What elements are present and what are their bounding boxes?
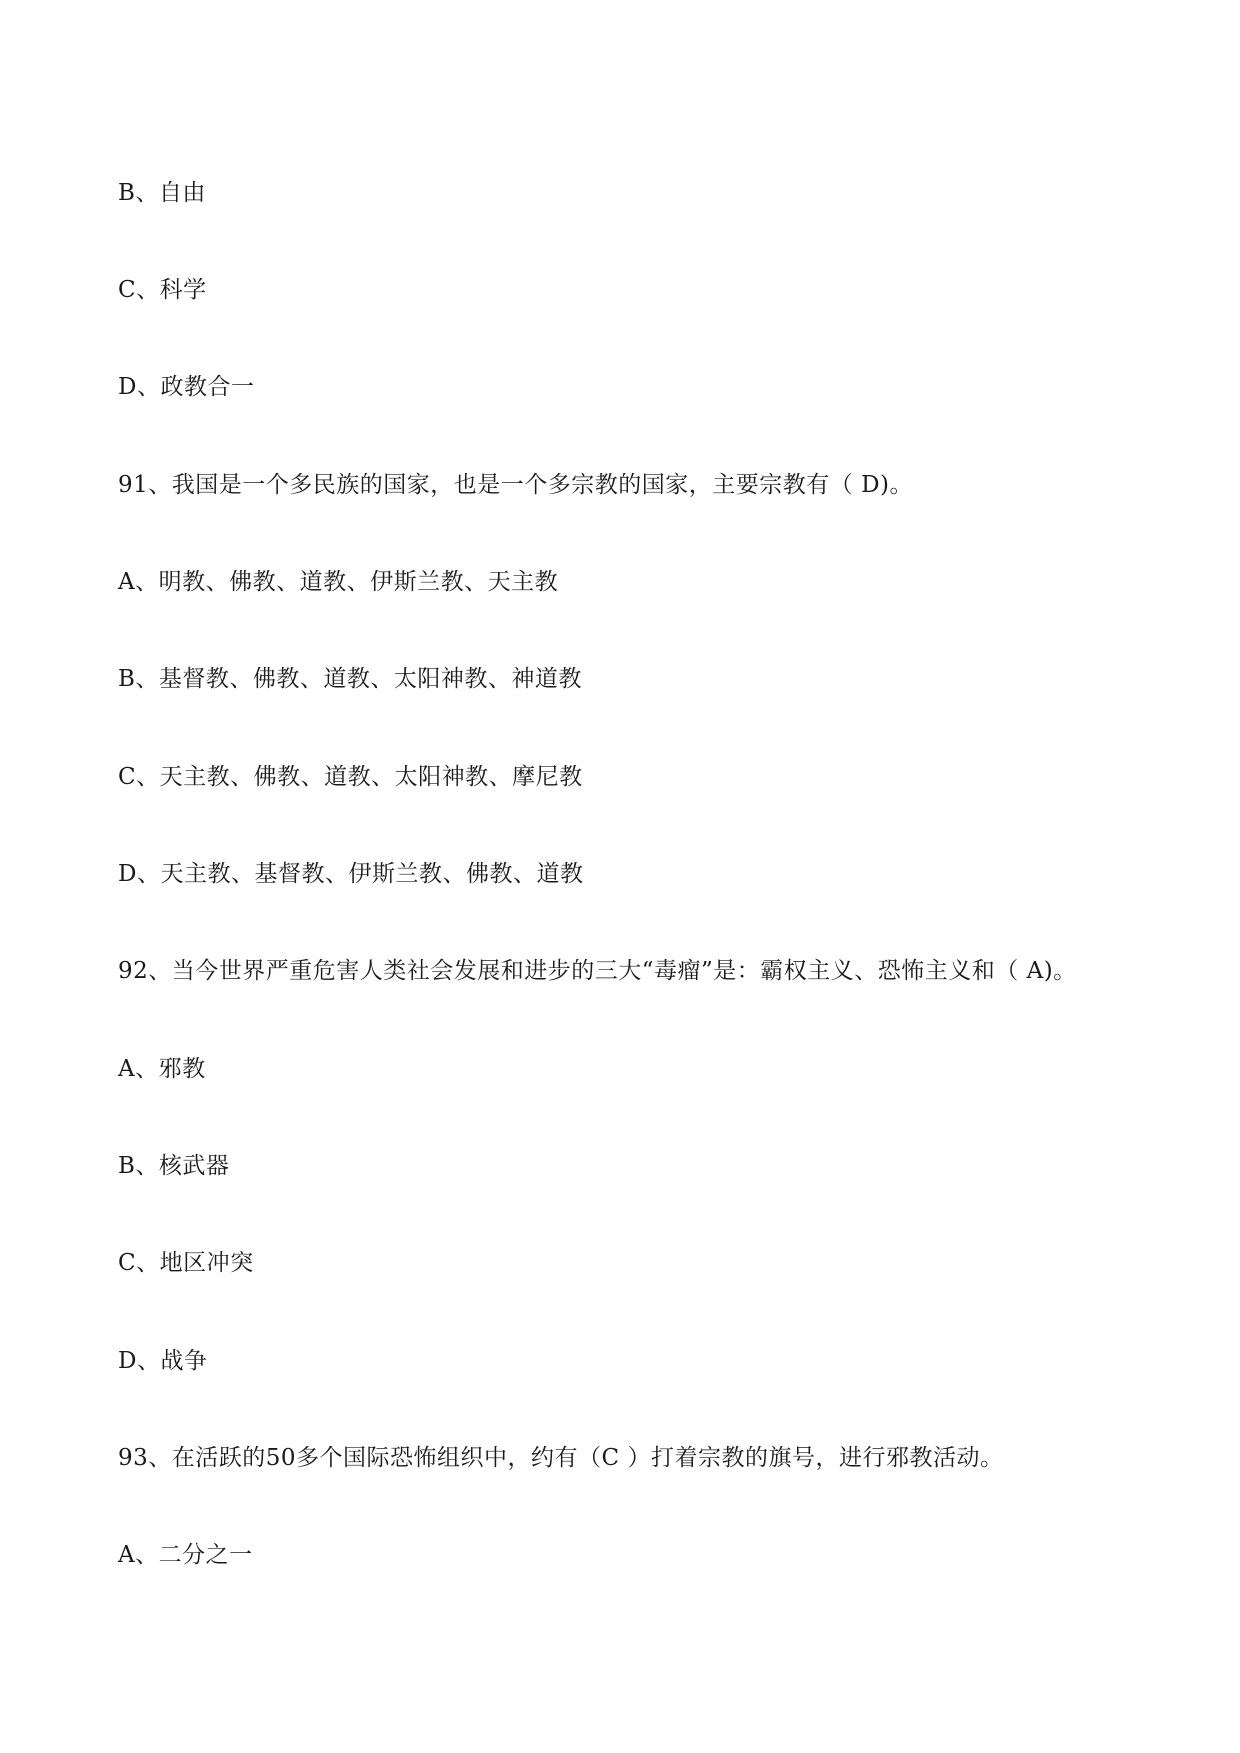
option-d-q90: D、政教合一 [118, 374, 255, 400]
option-c-q90: C、科学 [118, 277, 207, 303]
option-c-q91: C、天主教、佛教、道教、太阳神教、摩尼教 [118, 764, 583, 790]
option-a-q93: A、二分之一 [118, 1542, 253, 1568]
option-b-q92: B、核武器 [118, 1153, 230, 1179]
question-92: 92、当今世界严重危害人类社会发展和进步的三大“毒瘤”是：霸权主义、恐怖主义和（ A)。 [118, 958, 1077, 984]
option-c-q92: C、地区冲突 [118, 1250, 254, 1276]
option-d-q92: D、战争 [118, 1348, 208, 1374]
option-a-q92: A、邪教 [118, 1056, 206, 1082]
option-d-q91: D、天主教、基督教、伊斯兰教、佛教、道教 [118, 861, 584, 887]
question-91: 91、我国是一个多民族的国家，也是一个多宗教的国家，主要宗教有（ D)。 [118, 472, 913, 498]
option-b-q91: B、基督教、佛教、道教、太阳神教、神道教 [118, 666, 582, 692]
question-93: 93、在活跃的50多个国际恐怖组织中，约有（C ）打着宗教的旗号，进行邪教活动。 [118, 1445, 1004, 1471]
option-b-q90: B、自由 [118, 180, 206, 206]
option-a-q91: A、明教、佛教、道教、伊斯兰教、天主教 [118, 569, 559, 595]
